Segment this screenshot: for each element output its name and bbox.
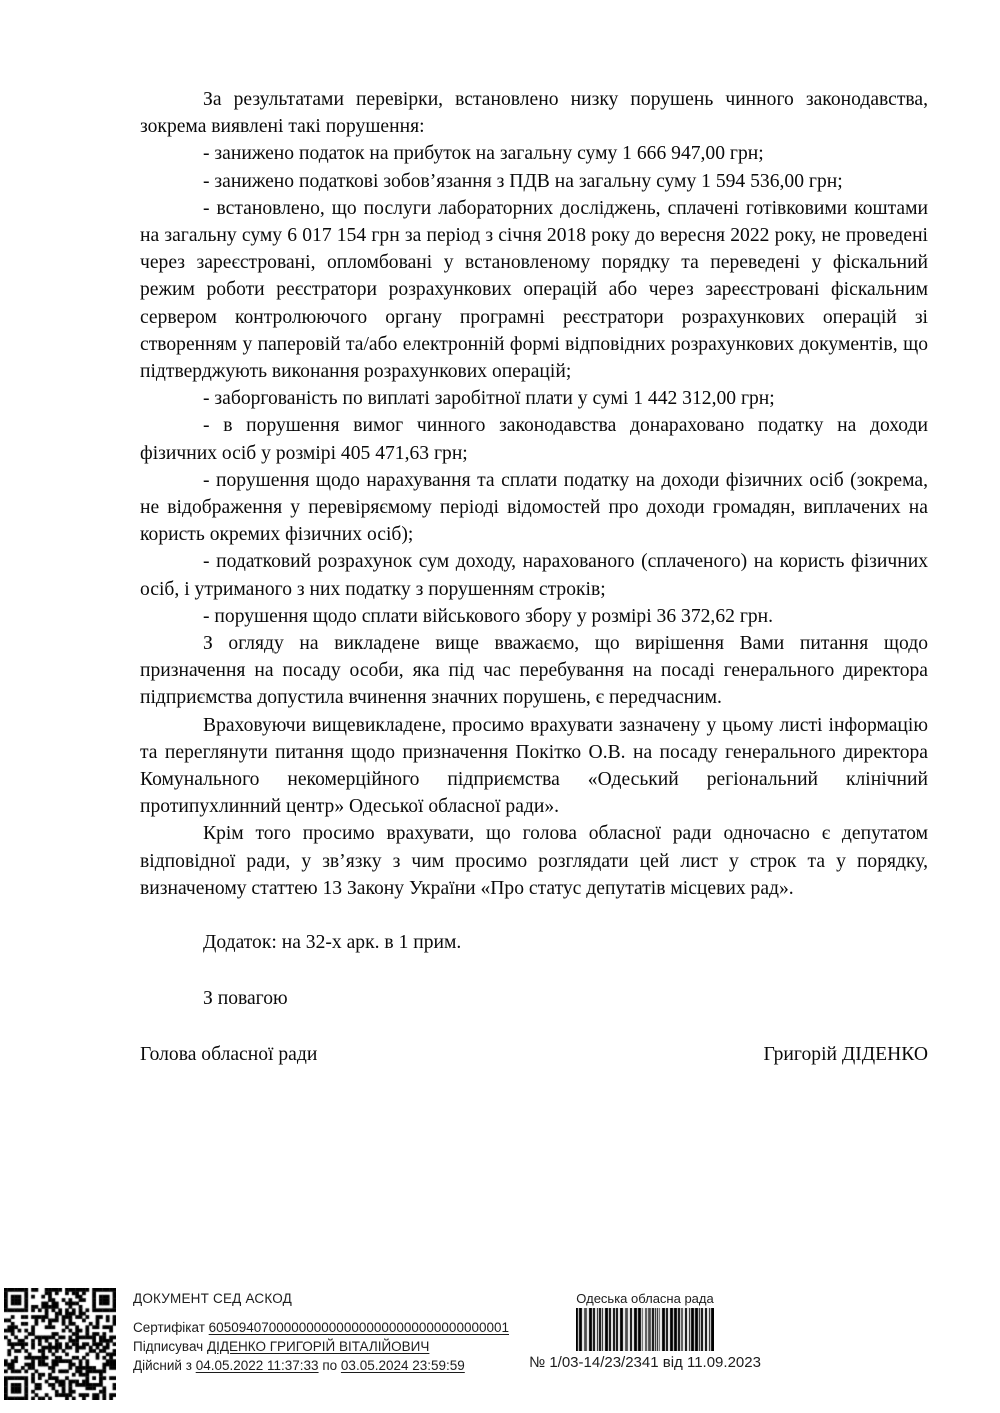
- validity-separator: по: [322, 1357, 338, 1373]
- registration-block: [527, 1291, 763, 1371]
- attachment-note: Додаток: на 32-х арк. в 1 прим.: [203, 932, 462, 954]
- signer-line: [133, 1338, 509, 1357]
- paragraph: - порушення щодо нарахування та сплати податку на доходи фізичних осіб (зокрема, не відображення у перевіряємому періоді відомостей про доходи громадян, виплачених на користь окремих фізичних осіб);: [140, 469, 928, 546]
- paragraph: - встановлено, що послуги лабораторних досліджень, сплачені готівковими коштами на загальну суму 6 017 154 грн за період з січня 2018 року до вересня 2022 року, не проведені через зареєстровані, опломбовані у встановленому порядку та переведені у фіскальний режим роботи реєстратори розрахункових операцій або через зареєстровані фіскальним сервером контролюючого органу програмні реєстратори розрахункових операцій зі створенням у паперовій та/або електронній формі відповідних розрахункових документів, що підтверджують виконання розрахункових операцій;: [140, 197, 928, 383]
- paragraph: За результатами перевірки, встановлено низку порушень чинного законодавства, зокрема виявлені такі порушення:: [140, 89, 928, 138]
- paragraph: - занижено податкові зобов’язання з ПДВ на загальну суму 1 594 536,00 грн;: [203, 170, 843, 192]
- paragraph: - заборгованість по виплаті заробітної плати у сумі 1 442 312,00 грн;: [203, 388, 775, 410]
- certificate-line: [133, 1319, 509, 1338]
- paragraph: З огляду на викладене вище вважаємо, що вирішення Вами питання щодо призначення на посаду особи, яка під час перебування на посаді генерального директора підприємства допустила вчинення значних порушень, є передчасним.: [140, 633, 928, 709]
- certificate-label: Сертифікат: [133, 1320, 205, 1335]
- paragraph: - занижено податок на прибуток на загальну суму 1 666 947,00 грн;: [203, 143, 764, 165]
- esignature-details: [133, 1288, 509, 1375]
- letter-content: [140, 86, 928, 1068]
- paragraph: Крім того просимо врахувати, що голова обласної ради одночасно є депутатом відповідної ради, у зв’язку з чим просимо розглядати цей лист у строк та у порядку, визначеному статтею 13 Закону України «Про статус депутатів місцевих рад».: [140, 823, 928, 899]
- paragraph: - податковий розрахунок сум доходу, нарахованого (сплаченого) на користь фізичних осіб, і утриманого з них податку з порушенням строків;: [140, 551, 928, 600]
- signer-label: Підписувач: [133, 1338, 204, 1354]
- validity-label: Дійсний з: [133, 1357, 192, 1373]
- letter-body: [140, 86, 928, 902]
- paragraph: Враховуючи вищевикладене, просимо врахувати зазначену у цьому листі інформацію та переглянути питання щодо призначення Покітко О.В. на посаду генерального директора Комунального некомерційного підприємства «Одеський регіональний клінічний протипухлинний центр» Одеської обласної ради».: [140, 714, 928, 818]
- esign-system-title: ДОКУМЕНТ СЕД АСКОД: [133, 1291, 292, 1306]
- paragraph: - порушення щодо сплати військового збору у розмірі 36 372,62 грн.: [203, 605, 774, 627]
- esignature-block: [4, 1288, 509, 1400]
- organization-name: Одеська обласна рада: [576, 1291, 714, 1306]
- closing-salutation: З повагою: [203, 988, 288, 1010]
- qr-code: [4, 1288, 116, 1400]
- valid-to-date: 03.05.2024 23:59:59: [340, 1357, 465, 1373]
- signer-name: Григорій ДІДЕНКО: [763, 1043, 928, 1065]
- signature-row: [140, 1041, 928, 1068]
- certificate-number: 6050940700000000000000000000000000000001: [208, 1320, 509, 1335]
- esign-signer-name: ДІДЕНКО ГРИГОРІЙ ВІТАЛІЙОВИЧ: [206, 1338, 430, 1354]
- valid-from-date: 04.05.2022 11:37:33: [195, 1357, 319, 1373]
- paragraph: - в порушення вимог чинного законодавства донараховано податку на доходи фізичних осіб у розмірі 405 471,63 грн;: [140, 415, 928, 464]
- validity-line: [133, 1357, 509, 1376]
- barcode: [576, 1308, 714, 1351]
- signer-position: Голова обласної ради: [140, 1043, 318, 1065]
- registration-number: № 1/03-14/23/2341 від 11.09.2023: [529, 1354, 761, 1371]
